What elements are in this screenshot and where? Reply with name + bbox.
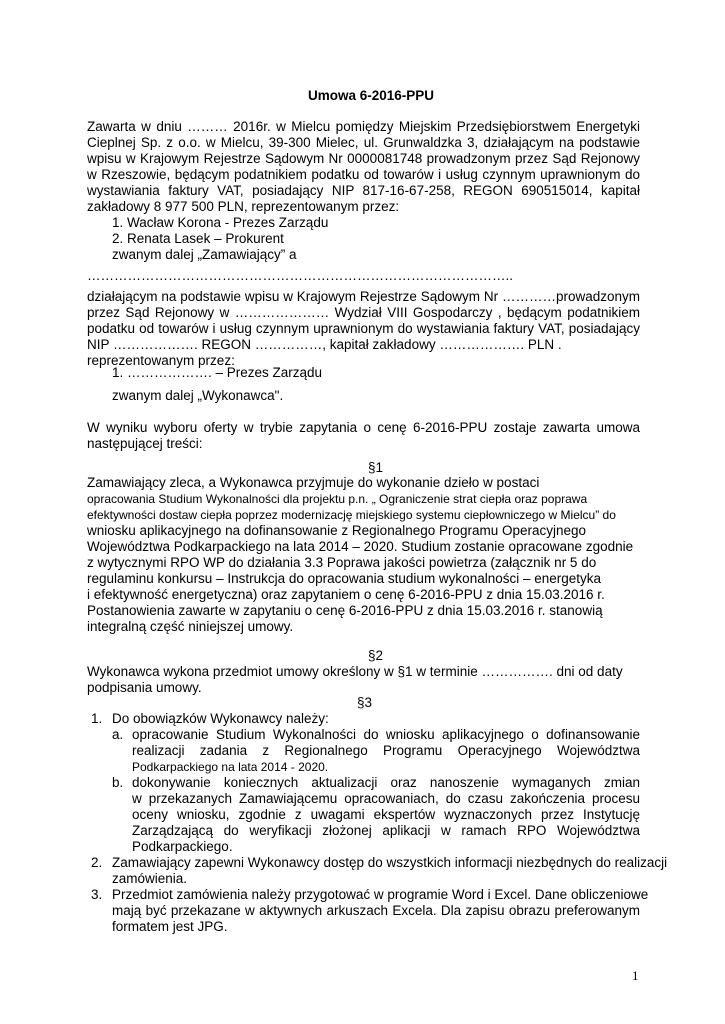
section-1-line: regulaminu konkursu – Instrukcja do opracowania studium wykonalności – energetyka [87,571,602,586]
zamawiajacy-alias: zwanym dalej „Zamawiający” a [112,247,297,262]
contractor-line: reprezentowanym przez: [87,353,235,368]
section-1-line: z wytycznymi RPO WP do działania 3.3 Poprawa jakości powietrza (załącznik nr 5 do [87,555,597,570]
sublist-label: a. [112,727,124,742]
contractor-line: NIP ………………. REGON ……………, kapitał zakładowy ………………. PLN . [87,337,562,352]
contractor-line: przez Sąd Rejonowy w ………………… Wydział VIII Gospodarczy , będącym podatnikiem [87,305,640,320]
section-1-line: Postanowienia zawarte w zapytaniu o cenę 6-2016-PPU z dnia 15.03.2016 r. stanowią [87,603,603,618]
section-1-line: efektywności dostaw ciepła poprzez modernizację miejskiego systemu ciepłowniczego w Mielcu” do [87,508,616,522]
sublist-line: realizacji zadania z Regionalnego Programu Operacyjnego Województwa [132,743,640,758]
selection-line: następującej treści: [87,436,203,451]
document-title: Umowa 6-2016-PPU [308,88,435,103]
list-number: 1. [91,711,103,726]
intro-line: Cieplnej Sp. z o.o. w Mielcu, 39-300 Mielec, ul. Grunwaldzka 3, działającym na podstawie [87,135,640,150]
intro-line: w Rzeszowie, będącym podatnikiem podatku od towarów i usług czynnym uprawnionym do [87,167,640,182]
intro-line: Zawarta w dniu ……… 2016r. w Mielcu pomiędzy Miejskim Przedsiębiorstwem Energetyki [87,119,640,134]
sublist-line: w przekazanych Zamawiającemu opracowaniach, do czasu zakończenia procesu [132,791,640,806]
wykonawca-rep: 1. ………………. – Prezes Zarządu [112,365,323,380]
section-2-line: podpisania umowy. [87,680,202,695]
intro-line: wpisu w Krajowym Rejestrze Sądowym Nr 0000081748 prowadzonym przez Sąd Rejonowy [87,151,640,166]
section-1-line: Zamawiający zleca, a Wykonawca przyjmuje do wykonanie dzieło w postaci [87,475,540,490]
selection-line: W wyniku wyboru oferty w trybie zapytania o cenę 6-2016-PPU zostaje zawarta umowa [87,420,640,435]
contractor-line: działającym na podstawie wpisu w Krajowym Rejestrze Sądowym Nr …………prowadzonym [87,289,640,304]
page-number: 1 [632,968,639,983]
section-1-line: Województwa Podkarpackiego na lata 2014 – 2020. Studium zostanie opracowane zgodnie [87,539,634,554]
section-1-heading: §1 [368,460,384,475]
contractor-paragraph [87,289,640,369]
list-line: mają być przekazane w aktywnych arkuszach Excela. Dla zapisu obrazu preferowanym [112,903,640,918]
sublist-item-a [132,727,640,775]
contractor-line: podatku od towarów i usług czynnym uprawnionym do wystawiania faktury VAT, posiadający [87,321,640,336]
section-3-heading: §3 [357,695,373,710]
list-number: 2. [91,855,103,870]
sublist-line: oceny wniosku, zgodnie z uwagami ekspertów wyznaczonych przez Instytucję [132,807,640,822]
wykonawca-alias: zwanym dalej „Wykonawca". [112,388,284,403]
sublist-line: Podkarpackiego. [132,839,233,854]
intro-line: zakładowy 8 977 500 PLN, reprezentowanym przez: [87,199,400,214]
list-line: zamówienia. [112,871,188,886]
contractor-name-placeholder: ………………………………………………………………………………….. [87,268,514,283]
section-1-line: opracowania Studium Wykonalności dla projektu p.n. „ Ograniczenie strat ciepła oraz poprawa [87,492,588,506]
section-1-line: wniosku aplikacyjnego na dofinansowanie z Regionalnego Programu Operacyjnego [87,523,587,538]
list-item-3 [112,887,649,935]
zamawiajacy-rep-1: 1. Wacław Korona - Prezes Zarządu [112,215,329,230]
section-2-heading: §2 [368,648,384,663]
intro-line: wystawiania faktury VAT, posiadający NIP 817-16-67-258, REGON 690515014, kapitał [87,183,640,198]
section-2-line: Wykonawca wykona przedmiot umowy określony w §1 w terminie ……………. dni od daty [87,664,623,679]
zamawiajacy-rep-2: 2. Renata Lasek – Prokurent [112,231,284,246]
sublist-item-b [132,775,640,855]
list-line: Przedmiot zamówienia należy przygotować w programie Word i Excel. Dane obliczeniowe [112,887,649,902]
list-number: 3. [91,887,103,902]
list-item-2 [112,855,668,887]
section-1-line: i efektywność energetyczna) oraz zapytaniem o cenę 6-2016-PPU z dnia 15.03.2016 r. [87,587,605,602]
sublist-line: opracowanie Studium Wykonalności do wniosku aplikacyjnego o dofinansowanie [132,727,640,742]
sublist-line: Podkarpackiego na lata 2014 - 2020. [132,760,329,774]
sublist-line: dokonywanie koniecznych aktualizacji oraz nanoszenie wymaganych zmian [132,775,640,790]
list-line: Zamawiający zapewni Wykonawcy dostęp do wszystkich informacji niezbędnych do realizacji [112,855,668,870]
sublist-label: b. [112,775,124,790]
list-line: formatem jest JPG. [112,919,228,934]
selection-paragraph [87,420,640,452]
sublist-line: Zarządzającą do weryfikacji złożonej aplikacji w ramach RPO Województwa [132,823,640,838]
list-item-text: Do obowiązków Wykonawcy należy: [112,711,329,726]
section-1-line: integralną część niniejszej umowy. [87,619,294,634]
intro-paragraph [87,119,640,215]
